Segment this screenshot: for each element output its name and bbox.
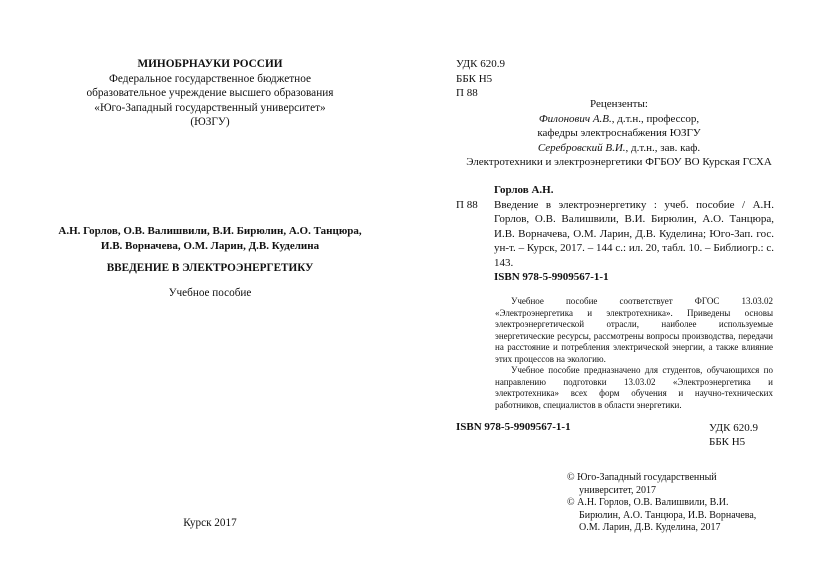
institution-line: «Юго-Западный государственный университет» (94, 101, 326, 114)
bottom-bbk: ББК Н5 (709, 436, 746, 448)
authors-block (40, 224, 380, 254)
ministry-name: МИНОБРНАУКИ РОССИИ (137, 58, 283, 70)
catalog-author: Горлов А.Н. (494, 184, 554, 196)
copyright-block (567, 472, 767, 535)
catalog-record (456, 183, 774, 270)
book-type: Учебное пособие (168, 287, 252, 299)
classification-codes (456, 57, 505, 101)
udk-code: УДК 620.9 (456, 58, 506, 70)
authors-line: И.В. Ворначева, О.М. Ларин, Д.В. Куделина (100, 240, 320, 252)
catalog-row (456, 198, 774, 271)
annotation-paragraph: Учебное пособие предназначено для студентов, обучающихся по направлению подготовки 13.03.02 «Электроэнергетика и электротехника» всех форм обучения и научно-технических работников, специалистов в области энергетики. (495, 365, 773, 410)
ministry-block (40, 57, 380, 130)
institution-line: (ЮЗГУ) (190, 116, 230, 129)
title-page (0, 0, 409, 579)
city-year: Курск 2017 (183, 517, 237, 529)
imprint-page (409, 0, 819, 579)
catalog-description: Введение в электроэнергетику : учеб. пособие / А.Н. Горлов, О.В. Валишвили, В.И. Бирюлин, А.О. Танцюра, И.В. Ворначева, О.М. Ларин, Д.В. Куделина; Юго-Зап. гос. ун-т. – Курск, 2017. – 144 с.: ил. 20, табл. 10. – Библиогр.: с. 143. (494, 198, 774, 269)
isbn: ISBN 978-5-9909567-1-1 (494, 271, 609, 283)
reviewer-2-degree: , д.т.н., зав. каф. (625, 141, 701, 154)
bottom-isbn: ISBN 978-5-9909567-1-1 (456, 421, 571, 433)
authors-line: А.Н. Горлов, О.В. Валишвили, В.И. Бирюлин, А.О. Танцюра, (58, 225, 362, 237)
bottom-udk: УДК 620.9 (709, 422, 759, 434)
annotation-paragraph: Учебное пособие соответствует ФГОС 13.03.02 «Электроэнергетика и электротехника». Приведены основы электроэнергетической отрасли, наиболее используемые энергетические ресурсы, рассмотрены вопросы производства, передачи на расстояние и потребления электрической энергии, а также влияние этих процессов на экологию. (495, 296, 773, 364)
reviewer-1 (449, 112, 789, 127)
book-title: ВВЕДЕНИЕ В ЭЛЕКТРОЭНЕРГЕТИКУ (106, 262, 314, 274)
bbk-code: ББК Н5 (456, 72, 493, 85)
reviewer-2-dept: Электротехники и электроэнергетики ФГБОУ ВО Курская ГСХА (466, 156, 772, 168)
reviewer-1-degree: , д.т.н., профессор, (611, 112, 700, 125)
reviewer-1-name: Филонович А.В. (538, 112, 612, 125)
catalog-mark: П 88 (456, 198, 478, 211)
copyright-line: © А.Н. Горлов, О.В. Валишвили, В.И. Бирюлин, А.О. Танцюра, И.В. Ворначева, О.М. Ларин, Д.В. Куделина, 2017 (567, 497, 757, 533)
institution-line: Федеральное государственное бюджетное (108, 72, 312, 85)
copyright-line: © Юго-Западный государственный университет, 2017 (567, 472, 717, 496)
institution-line: образовательное учреждение высшего образования (86, 87, 334, 100)
author-mark: П 88 (456, 87, 478, 99)
bottom-codes (709, 421, 758, 449)
reviewers-block (449, 97, 789, 170)
reviewer-1-dept: кафедры электроснабжения ЮЗГУ (537, 127, 701, 139)
reviewer-2 (449, 141, 789, 156)
reviewers-heading: Рецензенты: (590, 98, 648, 110)
annotation (495, 296, 773, 411)
reviewer-2-name: Серебровский В.И. (537, 141, 626, 154)
